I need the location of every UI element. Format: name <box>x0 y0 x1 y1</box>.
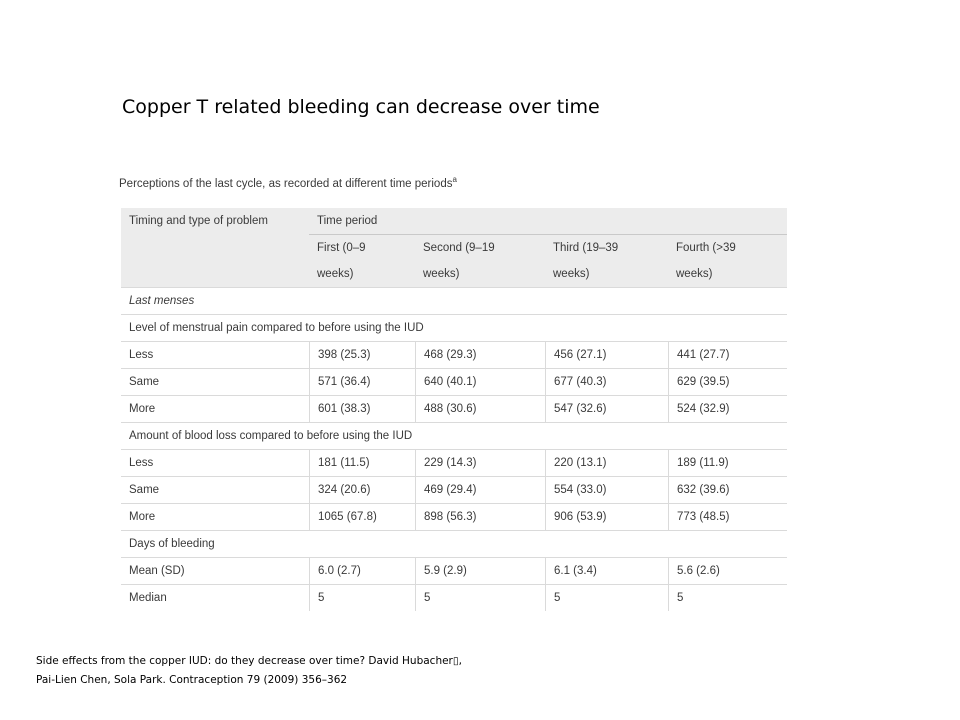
table-cell: 456 (27.1) <box>545 341 668 368</box>
section-row <box>121 530 787 557</box>
table-cell: 571 (36.4) <box>309 368 415 395</box>
row-label: Less <box>121 449 309 476</box>
table-cell: 629 (39.5) <box>668 368 787 395</box>
table-row <box>121 557 787 584</box>
table-row <box>121 476 787 503</box>
table-cell: 6.0 (2.7) <box>309 557 415 584</box>
table-cell: 398 (25.3) <box>309 341 415 368</box>
table-cell: 898 (56.3) <box>415 503 545 530</box>
row-label: More <box>121 503 309 530</box>
table-cell: 5 <box>415 584 545 611</box>
citation-line-2: Pai-Lien Chen, Sola Park. Contraception 79 (2009) 356–362 <box>36 674 348 686</box>
table-caption-footnote-mark: a <box>452 175 457 184</box>
column-header-first: First (0–9 <box>309 234 415 261</box>
table-cell: 5 <box>309 584 415 611</box>
table-cell: 469 (29.4) <box>415 476 545 503</box>
table-cell: 181 (11.5) <box>309 449 415 476</box>
table-cell: 524 (32.9) <box>668 395 787 422</box>
table-row <box>121 368 787 395</box>
citation-line-1: Side effects from the copper IUD: do they decrease over time? David Hubacher▯, <box>36 655 462 667</box>
table-cell: 906 (53.9) <box>545 503 668 530</box>
table-cell: 189 (11.9) <box>668 449 787 476</box>
table-cell: 547 (32.6) <box>545 395 668 422</box>
table-caption <box>119 175 457 190</box>
row-label: Same <box>121 368 309 395</box>
table-cell: 220 (13.1) <box>545 449 668 476</box>
results-table <box>121 208 787 611</box>
table-row <box>121 395 787 422</box>
table-cell: 677 (40.3) <box>545 368 668 395</box>
table-cell: 488 (30.6) <box>415 395 545 422</box>
table-header-row <box>121 208 787 234</box>
table-cell: 5.6 (2.6) <box>668 557 787 584</box>
column-header-second: Second (9–19 <box>415 234 545 261</box>
table-period-header-row <box>121 234 787 261</box>
table-cell: 632 (39.6) <box>668 476 787 503</box>
table-cell: 229 (14.3) <box>415 449 545 476</box>
section-title: Level of menstrual pain compared to before using the IUD <box>121 314 787 341</box>
table-period-header-row-2 <box>121 261 787 287</box>
section-title: Days of bleeding <box>121 530 787 557</box>
table-cell: 1065 (67.8) <box>309 503 415 530</box>
column-header-fourth-weeks: weeks) <box>668 261 787 287</box>
last-menses-row <box>121 287 787 314</box>
column-header-fourth: Fourth (>39 <box>668 234 787 261</box>
table-cell: 5.9 (2.9) <box>415 557 545 584</box>
table-row <box>121 341 787 368</box>
table-cell: 601 (38.3) <box>309 395 415 422</box>
column-header-first-weeks: weeks) <box>309 261 415 287</box>
column-header-third: Third (19–39 <box>545 234 668 261</box>
column-header-second-weeks: weeks) <box>415 261 545 287</box>
row-label: More <box>121 395 309 422</box>
citation <box>36 652 462 690</box>
table-cell: 441 (27.7) <box>668 341 787 368</box>
table-row <box>121 503 787 530</box>
row-label: Less <box>121 341 309 368</box>
column-header-third-weeks: weeks) <box>545 261 668 287</box>
results-table-container <box>121 208 787 604</box>
table-cell: 6.1 (3.4) <box>545 557 668 584</box>
table-caption-text: Perceptions of the last cycle, as recorded at different time periods <box>119 177 453 190</box>
last-menses-label: Last menses <box>121 287 787 314</box>
section-row <box>121 314 787 341</box>
table-cell: 640 (40.1) <box>415 368 545 395</box>
section-title: Amount of blood loss compared to before using the IUD <box>121 422 787 449</box>
table-row <box>121 449 787 476</box>
table-row <box>121 584 787 611</box>
row-label: Mean (SD) <box>121 557 309 584</box>
table-cell: 5 <box>668 584 787 611</box>
column-group-header-time-period: Time period <box>309 208 787 234</box>
table-cell: 5 <box>545 584 668 611</box>
row-label: Same <box>121 476 309 503</box>
row-label: Median <box>121 584 309 611</box>
table-cell: 554 (33.0) <box>545 476 668 503</box>
section-row <box>121 422 787 449</box>
table-cell: 324 (20.6) <box>309 476 415 503</box>
slide-title: Copper T related bleeding can decrease over time <box>122 96 600 118</box>
table-cell: 773 (48.5) <box>668 503 787 530</box>
column-header-timing: Timing and type of problem <box>121 208 309 234</box>
table-cell: 468 (29.3) <box>415 341 545 368</box>
